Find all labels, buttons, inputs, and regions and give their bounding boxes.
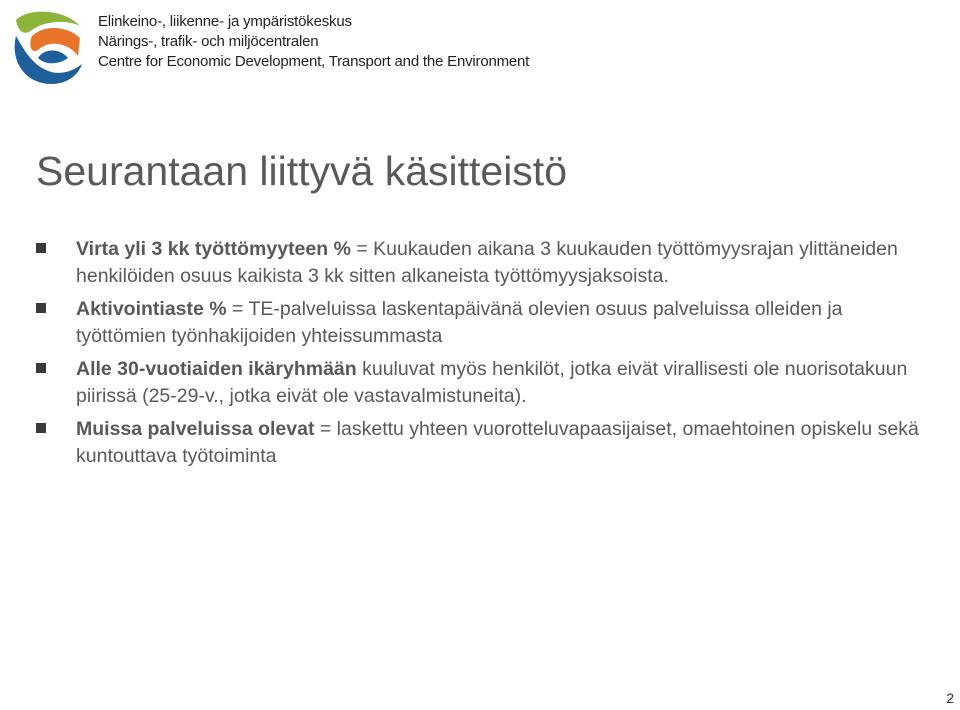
bullet-text: = Kuukauden aikana 3 kuukauden työttömyysrajan ylittäneiden henkilöiden osuus kaikista 3 kk sitten alkaneista työttömyysjaksoista.	[76, 238, 898, 287]
square-bullet-icon	[36, 423, 46, 433]
org-name-swedish: Närings-, trafik- och miljöcentralen	[98, 33, 319, 50]
bullet-list	[36, 236, 936, 476]
organization-names	[98, 12, 529, 72]
bullet-item	[36, 296, 936, 350]
square-bullet-icon	[36, 363, 46, 373]
square-bullet-icon	[36, 243, 46, 253]
bullet-term: Alle 30-vuotiaiden ikäryhmään	[76, 358, 357, 380]
slide-header	[0, 0, 960, 100]
org-name-english: Centre for Economic Development, Transport and the Environment	[98, 53, 530, 70]
org-name-finnish: Elinkeino-, liikenne- ja ympäristökeskus	[98, 13, 352, 30]
bullet-text: kuuluvat myös henkilöt, jotka eivät virallisesti ole nuorisotakuun piirissä (25-29-v., jotka eivät ole vastavalmistuneita).	[76, 358, 908, 407]
bullet-term: Aktivointiaste %	[76, 298, 227, 320]
bullet-item	[36, 416, 936, 470]
bullet-text: = TE-palveluissa laskentapäivänä olevien osuus palveluissa olleiden ja työttömien työnhakijoiden yhteissummasta	[76, 298, 843, 347]
page-number: 2	[946, 690, 954, 706]
square-bullet-icon	[36, 303, 46, 313]
bullet-text: = laskettu yhteen vuorotteluvapaasijaiset, omaehtoinen opiskelu sekä kuntouttava työtoiminta	[76, 418, 919, 467]
bullet-term: Muissa palveluissa olevat	[76, 418, 315, 440]
bullet-item	[36, 236, 936, 290]
bullet-term: Virta yli 3 kk työttömyyteen %	[76, 238, 351, 260]
ely-centre-logo-icon	[8, 6, 86, 86]
slide-title: Seurantaan liittyvä käsitteistö	[36, 148, 567, 194]
bullet-item	[36, 356, 936, 410]
